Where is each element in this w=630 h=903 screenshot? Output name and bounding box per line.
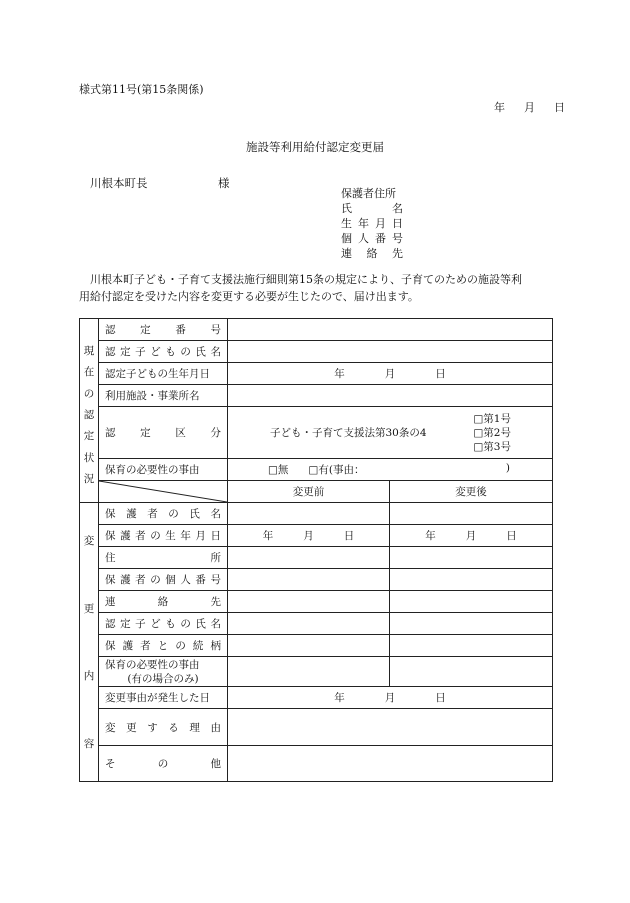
addressee-suffix: 様	[218, 176, 230, 190]
contact-label: 連 絡 先	[99, 591, 228, 613]
applicant-number-label: 個 人 番 号	[341, 232, 403, 245]
child-name-field[interactable]	[228, 341, 553, 363]
category-option-2[interactable]: □第2号	[473, 426, 511, 439]
column-after-header: 変更後	[390, 481, 553, 503]
change-child-name-label: 認 定 子 ど も の 氏 名	[99, 613, 228, 635]
addressee: 川根本町長	[90, 176, 148, 190]
need-reason-label: 保育の必要性の事由	[99, 459, 228, 481]
guardian-number-before[interactable]	[228, 569, 390, 591]
current-status-side-label: 現 在 の 認 定 状 況	[80, 319, 99, 503]
child-name-label: 認 定 子 ど も の 氏 名	[99, 341, 228, 363]
guardian-name-label: 保 護 者 の 氏 名	[99, 503, 228, 525]
intro-line-1: 川根本町子ども・子育て支援法施行細則第15条の規定により、子育てのための施設等利	[90, 273, 522, 286]
guardian-number-after[interactable]	[390, 569, 553, 591]
category-text: 子ども・子育て支援法第30条の4	[270, 427, 427, 439]
contact-after[interactable]	[390, 591, 553, 613]
intro-line-2: 用給付認定を受けた内容を変更する必要が生じたので、届け出ます。	[79, 290, 419, 303]
contact-before[interactable]	[228, 591, 390, 613]
cert-number-label: 認 定 番 号	[99, 319, 228, 341]
applicant-birthdate-label: 生 年 月 日	[341, 217, 403, 230]
address-label: 住 所	[99, 547, 228, 569]
day-label: 日	[554, 101, 565, 114]
address-before[interactable]	[228, 547, 390, 569]
other-field[interactable]	[228, 746, 553, 782]
change-need-reason-after[interactable]	[390, 657, 553, 687]
reason-field[interactable]	[228, 709, 553, 746]
applicant-contact-label: 連 絡 先	[341, 247, 403, 260]
change-child-name-after[interactable]	[390, 613, 553, 635]
cert-number-field[interactable]	[228, 319, 553, 341]
category-option-1[interactable]: □第1号	[473, 412, 511, 425]
month-label: 月	[524, 101, 535, 114]
occurred-date-field[interactable]: 年 月 日	[228, 687, 553, 709]
need-reason-field	[228, 459, 553, 481]
change-child-name-before[interactable]	[228, 613, 390, 635]
other-label: そ の 他	[99, 746, 228, 782]
need-yes-checkbox[interactable]: □有(事由：	[308, 464, 365, 476]
category-label: 認 定 区 分	[99, 407, 228, 459]
address-after[interactable]	[390, 547, 553, 569]
guardian-birthdate-label: 保 護 者 の 生 年 月 日	[99, 525, 228, 547]
applicant-fields	[341, 186, 403, 261]
guardian-birthdate-before[interactable]: 年 月 日	[228, 525, 390, 547]
change-need-reason-line-1: 保育の必要性の事由	[105, 658, 200, 671]
occurred-date-label: 変更事由が発生した日	[99, 687, 228, 709]
category-field	[228, 407, 553, 459]
change-form-table	[79, 318, 553, 782]
applicant-name-label: 氏 名	[341, 202, 403, 215]
child-birthdate-label: 認定子どもの生年月日	[99, 363, 228, 385]
relation-before[interactable]	[228, 635, 390, 657]
change-need-reason-before[interactable]	[228, 657, 390, 687]
applicant-address-label: 保護者住所	[341, 187, 396, 200]
need-none-checkbox[interactable]: □無	[268, 464, 289, 476]
relation-after[interactable]	[390, 635, 553, 657]
reason-label: 変 更 す る 理 由	[99, 709, 228, 746]
child-birthdate-field[interactable]: 年 月 日	[228, 363, 553, 385]
change-need-reason-label	[99, 657, 228, 687]
facility-name-field[interactable]	[228, 385, 553, 407]
diagonal-header-cell	[99, 481, 228, 503]
page-title: 施設等利用給付認定変更届	[246, 140, 384, 154]
change-content-side-label: 変 更 内 容	[80, 503, 99, 782]
date-header	[494, 99, 565, 115]
change-need-reason-line-2: (有の場合のみ)	[127, 672, 199, 685]
need-close-paren: )	[505, 462, 510, 474]
guardian-name-after[interactable]	[390, 503, 553, 525]
relation-label: 保 護 者 と の 続 柄	[99, 635, 228, 657]
guardian-name-before[interactable]	[228, 503, 390, 525]
column-before-header: 変更前	[228, 481, 390, 503]
facility-name-label: 利用施設・事業所名	[99, 385, 228, 407]
guardian-birthdate-after[interactable]: 年 月 日	[390, 525, 553, 547]
category-option-3[interactable]: □第3号	[473, 440, 511, 453]
year-label: 年	[494, 101, 505, 114]
guardian-number-label: 保 護 者 の 個 人 番 号	[99, 569, 228, 591]
form-number: 様式第11号(第15条関係)	[79, 83, 204, 96]
